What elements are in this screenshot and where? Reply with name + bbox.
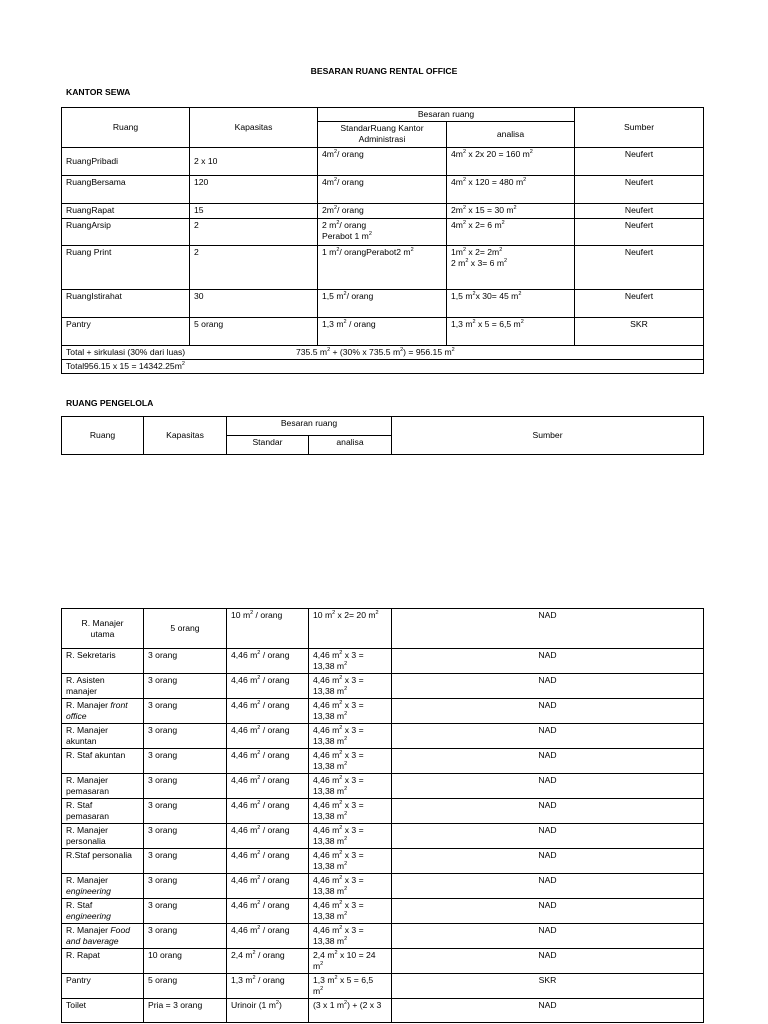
pengelola-header-ruang: Ruang bbox=[62, 417, 144, 455]
header-besaran-ruang: Besaran ruang bbox=[318, 108, 575, 122]
cell-analisa: 4,46 $m^2$ x 3 = 13,38 $m^2$ bbox=[309, 699, 392, 724]
header-analisa: analisa bbox=[447, 122, 575, 148]
cell-standar: 1,3 $m^2$ / orang bbox=[318, 318, 447, 346]
cell-analisa: 1,3 $m^2$ x 5 = 6,5 $m^2$ bbox=[309, 974, 392, 999]
cell-kapasitas: 15 bbox=[190, 204, 318, 219]
cell-ruang: Ruang Print bbox=[62, 246, 190, 290]
pengelola-row bbox=[62, 749, 704, 774]
cell-sumber: NAD bbox=[392, 699, 704, 724]
cell-analisa: 4,46 $m^2$ x 3 = 13,38 $m^2$ bbox=[309, 924, 392, 949]
cell-standar: 4,46 $m^2$ / orang bbox=[227, 899, 309, 924]
cell-analisa: 4,46 $m^2$ x 3 = 13,38 $m^2$ bbox=[309, 824, 392, 849]
cell-standar: 4,46 $m^2$ / orang bbox=[227, 649, 309, 674]
cell-ruang: R. Manajer front office bbox=[62, 699, 144, 724]
total-value: Total956.15 x $15 = 14342.25m^2$ bbox=[66, 361, 185, 371]
cell-standar: $4m^2/$ orang bbox=[318, 148, 447, 176]
pengelola-row bbox=[62, 924, 704, 949]
cell-sumber: Neufert bbox=[575, 176, 704, 204]
cell-standar: 1,5 $m^2/$ orang bbox=[318, 290, 447, 318]
cell-analisa: 4,46 $m^2$ x 3 = 13,38 $m^2$ bbox=[309, 899, 392, 924]
cell-kapasitas: 3 orang bbox=[144, 849, 227, 874]
cell-sumber: NAD bbox=[392, 999, 704, 1023]
cell-sumber: NAD bbox=[392, 874, 704, 899]
cell-kapasitas: 3 orang bbox=[144, 824, 227, 849]
total-sirkulasi-label: Total + sirkulasi (30% dari luas) bbox=[66, 347, 186, 357]
cell-ruang: R. Staf engineering bbox=[62, 899, 144, 924]
cell-sumber: NAD bbox=[392, 749, 704, 774]
cell-kapasitas: 3 orang bbox=[144, 749, 227, 774]
pengelola-header-sumber: Sumber bbox=[392, 417, 704, 455]
pengelola-header-analisa: analisa bbox=[309, 436, 392, 455]
cell-sumber: SKR bbox=[575, 318, 704, 346]
kantor-sewa-row bbox=[62, 290, 704, 318]
cell-ruang: R.Staf personalia bbox=[62, 849, 144, 874]
pengelola-header-besaran: Besaran ruang bbox=[227, 417, 392, 436]
cell-ruang: R. Manajer utama bbox=[62, 609, 144, 649]
cell-kapasitas: 30 bbox=[190, 290, 318, 318]
pengelola-row bbox=[62, 874, 704, 899]
cell-ruang: R. Sekretaris bbox=[62, 649, 144, 674]
cell-ruang: RuangArsip bbox=[62, 219, 190, 246]
cell-analisa: 10 $m^2$ x 2= 20 $m^2$ bbox=[309, 609, 392, 649]
cell-sumber: NAD bbox=[392, 824, 704, 849]
cell-ruang: RuangRapat bbox=[62, 204, 190, 219]
cell-standar: 4,46 $m^2$ / orang bbox=[227, 874, 309, 899]
pengelola-row bbox=[62, 824, 704, 849]
cell-ruang: Pantry bbox=[62, 318, 190, 346]
cell-analisa: 4,46 $m^2$ x 3 = 13,38 $m^2$ bbox=[309, 674, 392, 699]
cell-analisa: $2m^2$ x 15 = 30 $m^2$ bbox=[447, 204, 575, 219]
total-row bbox=[62, 360, 704, 374]
cell-kapasitas: 3 orang bbox=[144, 699, 227, 724]
pengelola-row bbox=[62, 849, 704, 874]
cell-kapasitas: 3 orang bbox=[144, 924, 227, 949]
cell-analisa: 4,46 $m^2$ x 3 = 13,38 $m^2$ bbox=[309, 749, 392, 774]
cell-analisa: 4,46 $m^2$ x 3 = 13,38 $m^2$ bbox=[309, 724, 392, 749]
document-title: BESARAN RUANG RENTAL OFFICE bbox=[310, 66, 458, 76]
cell-standar: 10 $m^2$ / orang bbox=[227, 609, 309, 649]
cell-standar: Urinoir (1 $m^2$) bbox=[227, 999, 309, 1023]
cell-ruang: RuangBersama bbox=[62, 176, 190, 204]
cell-ruang: R. Manajer personalia bbox=[62, 824, 144, 849]
cell-analisa: 4,46 $m^2$ x 3 = 13,38 $m^2$ bbox=[309, 874, 392, 899]
ruang-pengelola-table bbox=[61, 608, 704, 1023]
cell-standar: 1,3 $m^2$ / orang bbox=[227, 974, 309, 999]
cell-kapasitas: 2 bbox=[190, 219, 318, 246]
cell-standar: 4,46 $m^2$ / orang bbox=[227, 774, 309, 799]
cell-analisa: (3 x 1 $m^2) + (2$ x 3 bbox=[309, 999, 392, 1023]
cell-sumber: NAD bbox=[392, 899, 704, 924]
pengelola-row bbox=[62, 799, 704, 824]
kantor-sewa-row bbox=[62, 176, 704, 204]
kantor-sewa-row bbox=[62, 246, 704, 290]
cell-standar: 2 $m^2/$ orang Perabot 1 $m^2$ bbox=[318, 219, 447, 246]
cell-kapasitas: Pria = 3 orang bbox=[144, 999, 227, 1023]
cell-ruang: RuangPribadi bbox=[62, 148, 190, 176]
cell-kapasitas: 5 orang bbox=[144, 609, 227, 649]
cell-ruang: RuangIstirahat bbox=[62, 290, 190, 318]
cell-standar: 4,46 $m^2$ / orang bbox=[227, 724, 309, 749]
cell-ruang: R. Manajer Food and baverage bbox=[62, 924, 144, 949]
header-standar: StandarRuang Kantor Administrasi bbox=[318, 122, 447, 148]
kantor-sewa-row bbox=[62, 148, 704, 176]
cell-kapasitas: 5 orang bbox=[144, 974, 227, 999]
cell-kapasitas: 10 orang bbox=[144, 949, 227, 974]
cell-analisa: 1,3 $m^2$ x 5 = 6,5 $m^2$ bbox=[447, 318, 575, 346]
cell-sumber: NAD bbox=[392, 799, 704, 824]
pengelola-row bbox=[62, 699, 704, 724]
cell-analisa: 4,46 $m^2$ x 3 = 13,38 $m^2$ bbox=[309, 774, 392, 799]
cell-ruang: R. Asisten manajer bbox=[62, 674, 144, 699]
kantor-sewa-table bbox=[61, 107, 704, 374]
pengelola-row bbox=[62, 609, 704, 649]
cell-analisa: $4m^2$ x 2= 6 $m^2$ bbox=[447, 219, 575, 246]
cell-kapasitas: 3 orang bbox=[144, 649, 227, 674]
cell-standar: 4,46 $m^2$ / orang bbox=[227, 824, 309, 849]
pengelola-row bbox=[62, 899, 704, 924]
cell-sumber: NAD bbox=[392, 774, 704, 799]
cell-ruang: Toilet bbox=[62, 999, 144, 1023]
cell-sumber: Neufert bbox=[575, 219, 704, 246]
cell-sumber: NAD bbox=[392, 609, 704, 649]
cell-standar: 4,46 $m^2$ / orang bbox=[227, 674, 309, 699]
cell-analisa: 1,5 $m^2x$ 30= 45 $m^2$ bbox=[447, 290, 575, 318]
cell-sumber: Neufert bbox=[575, 290, 704, 318]
cell-analisa: $4m^2$ x 120 = 480 $m^2$ bbox=[447, 176, 575, 204]
cell-kapasitas: 3 orang bbox=[144, 674, 227, 699]
cell-kapasitas: 2 bbox=[190, 246, 318, 290]
cell-standar: 2,4 $m^2$ / orang bbox=[227, 949, 309, 974]
pengelola-row bbox=[62, 649, 704, 674]
total-sirkulasi-value: 735.5 $m^2 + (30\%$ x 735.5 $m^2) = 956.15$ $m^2$ bbox=[296, 347, 455, 357]
cell-analisa: 4,46 $m^2$ x 3 = 13,38 $m^2$ bbox=[309, 799, 392, 824]
cell-ruang: R. Manajer engineering bbox=[62, 874, 144, 899]
pengelola-row bbox=[62, 949, 704, 974]
cell-standar: 4,46 $m^2$ / orang bbox=[227, 924, 309, 949]
pengelola-header-kapasitas: Kapasitas bbox=[144, 417, 227, 455]
kantor-sewa-row bbox=[62, 219, 704, 246]
ruang-pengelola-header-table bbox=[61, 416, 704, 455]
pengelola-row bbox=[62, 774, 704, 799]
cell-standar: $4m^2/$ orang bbox=[318, 176, 447, 204]
cell-analisa: $4m^2$ x 2x 20 = 160 $m^2$ bbox=[447, 148, 575, 176]
cell-analisa: $1m^2$ x $2= 2m^2$ 2 $m^2$ x 3= 6 $m^2$ bbox=[447, 246, 575, 290]
cell-ruang: R. Staf pemasaran bbox=[62, 799, 144, 824]
cell-kapasitas: 2 x 10 bbox=[190, 148, 318, 176]
cell-standar: 1 $m^2/$ orangPerabot2 $m^2$ bbox=[318, 246, 447, 290]
header-sumber: Sumber bbox=[575, 108, 704, 148]
pengelola-row bbox=[62, 724, 704, 749]
cell-ruang: R. Rapat bbox=[62, 949, 144, 974]
cell-kapasitas: 3 orang bbox=[144, 724, 227, 749]
cell-standar: 4,46 $m^2$ / orang bbox=[227, 749, 309, 774]
section-title-kantor-sewa: KANTOR SEWA bbox=[66, 87, 131, 97]
cell-sumber: Neufert bbox=[575, 246, 704, 290]
cell-sumber: Neufert bbox=[575, 204, 704, 219]
pengelola-row bbox=[62, 999, 704, 1023]
kantor-sewa-row bbox=[62, 204, 704, 219]
cell-sumber: NAD bbox=[392, 724, 704, 749]
cell-sumber: Neufert bbox=[575, 148, 704, 176]
cell-ruang: R. Staf akuntan bbox=[62, 749, 144, 774]
cell-sumber: NAD bbox=[392, 674, 704, 699]
cell-kapasitas: 3 orang bbox=[144, 899, 227, 924]
cell-ruang: Pantry bbox=[62, 974, 144, 999]
kantor-sewa-row bbox=[62, 318, 704, 346]
pengelola-row bbox=[62, 974, 704, 999]
cell-ruang: R. Manajer pemasaran bbox=[62, 774, 144, 799]
cell-standar: 4,46 $m^2$ / orang bbox=[227, 699, 309, 724]
cell-analisa: 2,4 $m^2$ x 10 = 24 $m^2$ bbox=[309, 949, 392, 974]
cell-ruang: R. Manajer akuntan bbox=[62, 724, 144, 749]
header-kapasitas: Kapasitas bbox=[190, 108, 318, 148]
cell-standar: 4,46 $m^2$ / orang bbox=[227, 799, 309, 824]
pengelola-header-standar: Standar bbox=[227, 436, 309, 455]
cell-standar: 4,46 $m^2$ / orang bbox=[227, 849, 309, 874]
cell-kapasitas: 3 orang bbox=[144, 874, 227, 899]
cell-standar: $2m^2/$ orang bbox=[318, 204, 447, 219]
cell-sumber: NAD bbox=[392, 949, 704, 974]
section-title-ruang-pengelola: RUANG PENGELOLA bbox=[66, 398, 154, 408]
cell-kapasitas: 3 orang bbox=[144, 774, 227, 799]
pengelola-row bbox=[62, 674, 704, 699]
cell-sumber: SKR bbox=[392, 974, 704, 999]
header-ruang: Ruang bbox=[62, 108, 190, 148]
cell-sumber: NAD bbox=[392, 924, 704, 949]
cell-sumber: NAD bbox=[392, 649, 704, 674]
cell-analisa: 4,46 $m^2$ x 3 = 13,38 $m^2$ bbox=[309, 649, 392, 674]
total-sirkulasi-row bbox=[62, 346, 704, 360]
cell-analisa: 4,46 $m^2$ x 3 = 13,38 $m^2$ bbox=[309, 849, 392, 874]
cell-kapasitas: 120 bbox=[190, 176, 318, 204]
cell-kapasitas: 5 orang bbox=[190, 318, 318, 346]
cell-kapasitas: 3 orang bbox=[144, 799, 227, 824]
cell-sumber: NAD bbox=[392, 849, 704, 874]
